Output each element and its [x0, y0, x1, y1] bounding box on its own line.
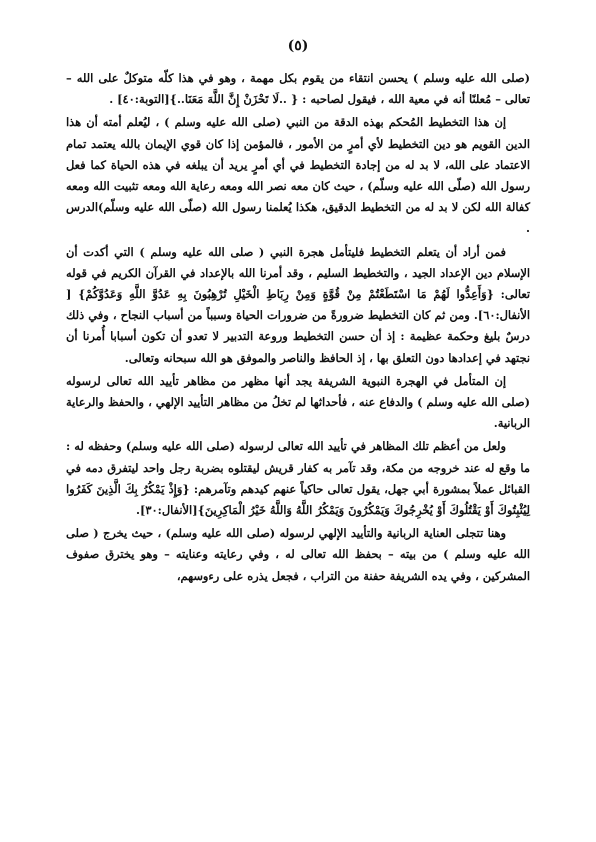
paragraph-2: إن هذا التخطيط المُحكم بهذه الدقة من النبي (صلى الله عليه وسلم ) ، ليُعلم أمته أن هذا الدين القويم هو دين التخطيط لأي أمرٍ من الأمور ، فالمؤمن إذا كان قوي الإيمان بالله يعتمد تمام الاعتماد على الله، لا بد له من إجادة التخطيط في أي أمرٍ يريد أن يبلغه في هذه الحياة كما فعل رسول الله (صلّى الله عليه وسلّم) ، حيث كان معه نصر الله ومعه رعاية الله ومعه تثبيت الله ومعه كفالة الله لكن لا بد له من التخطيط الدقيق، هكذا يُعلمنا رسول الله (صلّى الله عليه وسلّم)الدرس . — [66, 115, 530, 236]
paragraph-6: وهنا تتجلى العناية الربانية والتأييد الإلهي لرسوله (صلى الله عليه وسلم) ، حيث يخرج ( صلى الله عليه وسلم ) من بيته – بحفظ الله تعالى له ، وفي رعايته وعنايته – وهو يخترق صفوف المشركين ، وفي يده الشريفة حفنة من التراب ، فجعل يذره على رءوسهم، — [66, 526, 530, 583]
page-number: (٥) — [287, 38, 309, 54]
paragraph-5: ولعل من أعظم تلك المظاهر في تأييد الله تعالى لرسوله (صلى الله عليه وسلم) وحفظه له : ما وقع له عند خروجه من مكة، وقد تآمر به كفار قريش ليقتلوه بضربة رجل واحد ليتفرق دمه في القبائل عملاً بمشورة أبي جهل، يقول تعالى حاكياً عنهم كيدهم وتآمرهم: {وَإِذْ يَمْكُرُ بِكَ الَّذِينَ كَفَرُوا لِيُثْبِتُوكَ أَوْ يَقْتُلُوكَ أَوْ يُخْرِجُوكَ وَيَمْكُرُونَ وَيَمْكُرُ اللَّهُ وَاللَّهُ خَيْرُ الْمَاكِرِينَ}[الأنفال:٣٠]. — [66, 439, 530, 518]
paragraph-4: إن المتأمل في الهجرة النبوية الشريفة يجد أنها مظهر من مظاهر تأييد الله تعالى لرسوله (صلى الله عليه وسلم ) والدفاع عنه ، فأحداثها لم تخلُ من مظاهر التأييد الإلهي ، والحفظ والرعاية الربانية. — [66, 373, 530, 431]
paragraph-1: (صلى الله عليه وسلم ) يحسن انتقاء من يقوم بكل مهمة ، وهو في هذا كلّه متوكلٌ على الله – تعالى – مُعلنًا أنه في معية الله ، فيقول لصاحبه : { ..لَا تَحْزَنْ إِنَّ اللَّهَ مَعَنَا..}[التوبة:٤٠] . — [66, 71, 530, 107]
page-body — [66, 68, 530, 589]
paragraph-3: فمن أراد أن يتعلم التخطيط فليتأمل هجرة النبي ( صلى الله عليه وسلم ) التي أكدت أن الإسلام دين الإعداد الجيد ، والتخطيط السليم ، وقد أمرنا الله بالإعداد في القرآن الكريم في قوله تعالى: {وَأَعِدُّوا لَهُمْ مَا اسْتَطَعْتُمْ مِنْ قُوَّةٍ وَمِنْ رِبَاطِ الْخَيْلِ تُرْهِبُونَ بِهِ عَدُوَّ اللَّهِ وَعَدُوَّكُمْ} [ الأنفال:٦٠]. ومن ثم كان التخطيط ضرورةً من ضرورات الحياة وسبباً من أسباب النجاح ، وفي ذلك درسٌ بليغ وحكمة عظيمة : إذ أن حسن التخطيط وروعة التدبير لا تعدو أن تكون أسبابا أُمرنا أن نجتهد في إعدادها دون التعلق بها ، إذ الحافظ والناصر والموفق هو الله سبحانه وتعالى. — [66, 244, 530, 365]
